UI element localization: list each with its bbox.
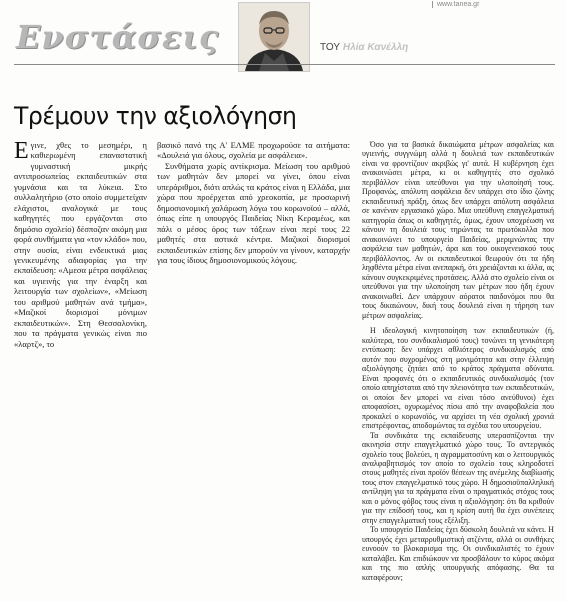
paragraph-text: γινε, χθες το μεσημέρι, η καθιερωμένη επαναστατική γυμναστική μικρής αντιπροσωπείας εκπαιδευτικών στα γυμνάσια και τα λύκεια. Στο συλλαλητήριο (στο οποίο συμμετείχαν ελάχιστοι, αναλογικά με τους καθηγητές που εργάζονται στο δημόσιο σχολείο) δέσποζαν ακόμη μια φορά συνθήματα για «τον κλάδο» που, στην ουσία, είναι ενδεικτικά μιας γενικευμένης αδιαφορίας για την εκπαίδευση: «Αμεσα μέτρα ασφάλειας και υγιεινής για την έναρξη και λειτουργία των σχολείων», «Μείωση του αριθμού μαθητών ανά τμήμα», «Μαζικοί διορισμοί μόνιμων εκπαιδευτικών». Στη Θεσσαλονίκη, που τα πράγματα γενικώς είναι πιο «λαρτζ», το <box>14 140 147 349</box>
byline-author: Ηλία Κανέλλη <box>342 42 409 53</box>
header-rule <box>14 64 555 65</box>
article-column-1 <box>14 140 147 349</box>
section-title: Ενστάσεις <box>16 18 220 56</box>
article-column-2 <box>157 140 350 265</box>
paragraph: Τα συνδικάτα της εκπαίδευσης υπερασπίζονται την ακινησία στην επαγγελματικό χώρο τους. Το αντεργικός σχολείο τους βολεύει, η αγραμματοσύνη και ο λειτουργικός αναλφαβητισμός τον οποίο το σχολείο τους κληροδοτεί στους μαθητές είναι προϊόν θέσεων της ανέμελης διαβίωσής τους στον επαγγελματικό τους χώρο. Η δημοσιοϋπαλληλική αντίληψη για τα πράγματα είναι ο πραγματικός στόχος τους και ο μόνος φόβος τους είναι η αξιολόγηση: ότι θα κριθούν για την επίδοσή τους, και η κρίση αυτή θα έχει συνέπειες στην επαγγελματική τους εξέλιξη. <box>362 430 554 525</box>
paragraph: Συνθήματα χωρίς αντίκρισμα. Μείωση του αριθμού των μαθητών δεν μπορεί να γίνει, όπου είναι υπεράριθμοι, διότι απλώς τα κράτος είναι η Ελλάδα, μια χώρα που προέρχεται από χρεοκοπία, με προσωρινή δημοσιονομική χαλάρωση λόγω του κορωνοϊού – αλλά, όπως είπε η υπουργός Παιδείας Νίκη Κεραμέως, και πάλι ο μέσος όρος των τάξεων είναι περί τους 22 μαθητές στα αστικά κέντρα. Μαζικοί διορισμοί εκπαιδευτικών επίσης δεν μπορούν να γίνουν, καταρχήν για τους ίδιους δημοσιονομικούς λόγους. <box>157 160 350 265</box>
article-column-3 <box>362 140 554 582</box>
paragraph: Το υπουργείο Παιδείας έχει δύσκολη δουλειά να κάνει. Η υπουργός έχει μεταρρυθμιστική ατζέντα, αλλά οι συνθήκες ευνοούν το βλοκαρισμα της. Οι συνδικαλιστές το έχουν καταλάβει. Και επιδιώκουν να προσβάλουν το κύρος ακόμα και της πιο απλής υπουργικής απόφασης. Θα τα καταφέρουν; <box>362 525 554 582</box>
paragraph: βασικό πανό της Α' ΕΛΜΕ προχωρούσε τα αιτήματα: «Δουλειά για όλους, σχολεία με ασφάλεια». <box>157 140 350 161</box>
author-photo <box>238 2 310 72</box>
drop-cap: Ε <box>14 138 29 164</box>
source-url <box>432 0 562 10</box>
paragraph: Όσο για τα βασικά δικαιώματα μέτρων ασφαλείας και υγιεινής, συγγνώμη αλλά η δουλειά των εκπαιδευτικών είναι να φροντίζουν ακριβώς γι' αυτά. Η κυβέρνηση έχει ανακοινώσει μέτρα, κι οι καθηγητές στο σχολικό περιβάλλον είναι υπεύθυνοι για την υλοποίησή τους. Προφανώς, απόλυτη ασφάλεια δεν υπάρχει στο ίδιο ζώνης εκπαιδευτική πράξη, όπως δεν υπάρχει απόλυτη ασφάλεια σε κανέναν εργασιακό χώρο. Μια υπεύθυνη επαγγελματική κατηγορία όπως οι καθηγητές, όμως, έχουν υποχρέωση να κάνουν τη δουλειά τους τηρώντας τα πρωτόκολλα που ανακοινώνει το υπουργείο Παιδείας, μεριμνώντας την ασφάλεια των μαθητών, άρα και του οικογενειακού τους περιβάλλοντος. Αν οι εκπαιδευτικοί θεωρούν ότι τα ήδη ληφθέντα μέτρα είναι ανεπαρκή, ότι χρειάζονται κι άλλα, ας κάνουν συγκεκριμένες προτάσεις. Αλλά στο σχολείο είναι οι υπεύθυνοι για την υλοποίηση των μέτρων που ήδη έχουν ανακοινωθεί. Δεν υπάρχουν αόρατοι παιδονόμοι που θα τους δικαιώνουν, δική τους δουλειά είναι η τήρηση των μέτρων ασφαλείας. <box>362 140 554 320</box>
paragraph <box>14 140 147 349</box>
url-text: www.tanea.gr <box>437 1 480 8</box>
url-divider <box>432 1 433 8</box>
article-headline: Τρέμουν την αξιολόγηση <box>14 102 297 131</box>
byline <box>320 42 555 58</box>
byline-prefix: ΤΟΥ <box>320 42 341 53</box>
paragraph: Η ιδεολογική κινητοποίηση των εκπαιδευτικών (ή, καλύτερα, του συνδικαλισμού τους) τονώνει τη γενικότερη εντύπωση: δεν υπάρχει αθλιότερος συνδικαλισμός από αυτόν που συχρομένος στη μονιμότητα και στην έλλειψη αξιολόγησης ζητάει από το κράτος πράγματα αδύνατα. Είναι προφανές ότι ο εκπαιδευτικός συνδικαλισμός (τον οποίο απηχίσταται από την πλειονότητα των εκπαιδευτικών, οι οποίοι δεν μπορεί να είναι τόσο ανεύθυνοι) έχει αποφασίσει, οχυρωμένος πίσω από την αναφοβαλεία που προκαλεί ο κορωνοϊός, να αρχίσει τη νέα σχολική χρονιά επιστρέφοντας, αποδομώντας τα σχέδια του υπουργείου. <box>362 326 554 431</box>
author-portrait-icon <box>239 3 309 71</box>
